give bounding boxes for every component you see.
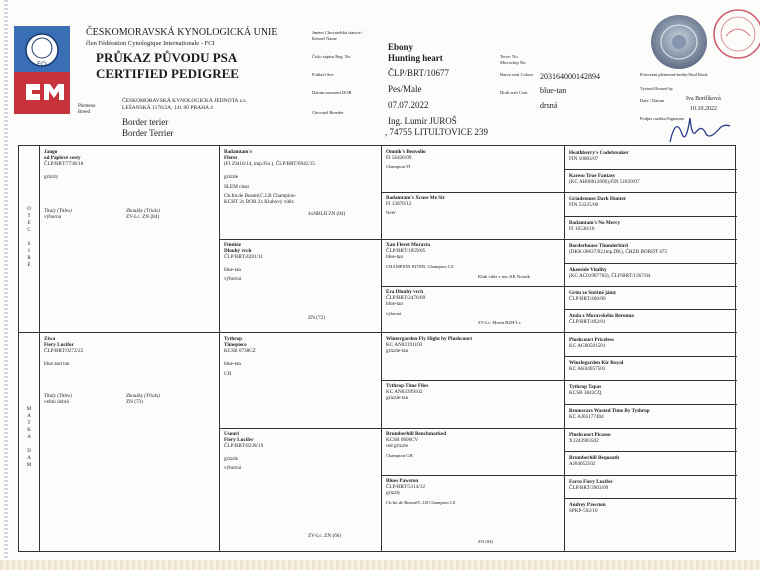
gen4-ancestor: [565, 498, 737, 551]
ancestor-name: Winzlegarden Kir Royal: [569, 360, 624, 366]
ancestor-reg: FIN 53225/06: [569, 202, 599, 209]
breed-label: Plemeno Breed: [78, 104, 96, 115]
ancestor-trials: ZV-Lc. ZN (66): [308, 532, 342, 539]
gen3-ancestor: [382, 333, 564, 380]
gen4-ancestor: [565, 263, 737, 286]
dam-side-letter: A: [27, 435, 31, 440]
breeder-label: Chovatel Breeder: [312, 110, 344, 115]
ancestor-color: grizzle-tan: [386, 348, 409, 355]
ancestor-reg: ČLP/BRT/3903/09: [569, 485, 609, 492]
ancestor-name: Badamtam's: [224, 149, 252, 155]
ancestor-kennel: Fleret: [224, 155, 238, 162]
gen2-ancestor: [220, 428, 381, 551]
gen4-ancestor: [565, 475, 737, 498]
chip-number: 203164000142894: [540, 72, 600, 81]
sire-side-letter: E: [27, 221, 31, 226]
gen3-ancestor: [382, 286, 564, 332]
ancestor-trials: ZN (72): [308, 314, 325, 321]
sire-side-letter: R: [27, 256, 31, 261]
ancestor-kennel: Fiery Lucifer: [224, 437, 254, 444]
gen4-ancestor: [565, 309, 737, 332]
ancestor-titles: výborná: [224, 464, 241, 471]
gen1-sire-trials: ZV-Lc. ZN (84): [126, 214, 160, 220]
gen1-dam-color: blue and tan: [44, 360, 70, 367]
ancestor-reg: FIN 10683/07: [569, 156, 599, 163]
org-member: člen Fédération Cynologique Internationale - FCI: [86, 40, 215, 47]
gen1-dam-name: Ziwa: [44, 336, 56, 342]
ancestor-extra: CH: [224, 370, 232, 377]
issue-date: 10.10.2022: [690, 106, 717, 112]
gen1-sire-trials-label: Zkoušky (Trials): [126, 208, 160, 214]
gen1-sire-name: Jango: [44, 149, 58, 155]
ancestor-reg: ČLP/BRT/4281/11: [224, 254, 263, 261]
gen4-ancestor: [565, 192, 737, 216]
dog-name-line2: Hunting heart: [388, 53, 443, 63]
gen4-ancestor: [565, 169, 737, 192]
ancestor-reg: ČLP/BRT/492/01: [569, 319, 606, 326]
ancestor-reg: (KC AH00812606),FIN 51839/07: [569, 179, 640, 186]
ancestor-note: výborná: [386, 310, 402, 316]
sire-side-letter: O: [27, 207, 31, 212]
ancestor-note: Ch.Int.de Beauté/C.I.B Champion CZ: [386, 499, 456, 505]
ancestor-note: CHAMPION INTER. Champion CZ: [386, 263, 454, 269]
dob-label: Datum narození DOB: [312, 90, 352, 95]
gen2-ancestor: [220, 239, 381, 333]
ancestor-name: Era Dlouhý vrch: [386, 289, 424, 295]
gen4-ancestor: [565, 451, 737, 474]
ancestor-name: Plushcourt Priceless: [569, 337, 614, 343]
ancestor-reg: ČLP/BRT/5114/12: [386, 484, 425, 491]
ancestor-titles: výborná: [224, 275, 241, 282]
dog-sex: Pes/Male: [388, 84, 422, 94]
signature-icon: [664, 112, 734, 146]
gen4-ancestor: [565, 380, 737, 404]
sire-side-letter: S: [27, 242, 31, 247]
ancestor-color: grizzle: [224, 455, 239, 462]
gen4-ancestor: [565, 356, 737, 380]
gen3-ancestor: [382, 428, 564, 475]
ancestor-name: Heathberry's Codebreaker: [569, 150, 629, 156]
ancestor-name: Tythrop: [224, 336, 242, 342]
dam-side-letter: T: [27, 421, 31, 426]
ancestor-reg: KCSB 3842CQ: [569, 390, 602, 397]
issued-by-label: Vystavil/Issued by: [640, 86, 674, 91]
ancestor-trials: Klub vítěz v ner./SK Norník: [478, 273, 530, 279]
gen1-sire-reg: ČLP/BRT/7738/18: [44, 161, 84, 168]
ancestor-trials: 4xNBLII ZN (84): [308, 210, 346, 217]
gen1-sire: [40, 146, 219, 332]
ancestor-note: Champion FI: [386, 164, 411, 170]
ancestor-trials: ZN (84): [478, 538, 493, 544]
ancestor-name: Tythrop Tapas: [569, 384, 602, 390]
ancestor-reg: KC AN03191103: [386, 342, 423, 349]
pedigree-grid: [18, 145, 736, 552]
breed-cz: Border terier: [122, 117, 169, 127]
gen1-dam: [40, 333, 219, 551]
ancestor-name: Onmik's Benvolio: [386, 149, 426, 155]
dog-dob: 07.07.2022: [388, 100, 429, 110]
dog-colour: blue-tan: [540, 86, 567, 95]
gen2-ancestor: [220, 333, 381, 428]
ancestor-reg: ČLP/BRT/2476/09: [386, 295, 426, 302]
ancestor-trials: ZV-Lc. Mezin.BZH-Lc: [478, 319, 521, 325]
sire-side-letter: T: [27, 214, 31, 219]
gen1-sire-titles-label: Tituly (Titles): [44, 208, 72, 214]
gen3-ancestor: [382, 192, 564, 239]
breeder-name: Ing. Lumír JUROŠ: [388, 116, 457, 126]
sire-side-letter: E: [27, 263, 31, 268]
ancestor-name: Anda z Moravského Berouna: [569, 313, 634, 319]
ancestor-name: Badamtam's Xcuse Me Sir: [386, 195, 445, 201]
ancestor-name: Badamtam's No Mercy: [569, 220, 621, 226]
chip-label: Tetov. No. Microchip No.: [500, 54, 527, 65]
ancestor-note: Champion GB: [386, 452, 413, 458]
gen4-ancestor: [565, 404, 737, 428]
ancestor-name: Plushcourt Picasso: [569, 432, 611, 438]
dog-name-line1: Ebony: [388, 42, 414, 52]
ancestor-name: Akeeside Vitality: [569, 267, 607, 273]
ancestor-note: NeW: [386, 210, 396, 216]
ancestor-name: Wintergarden Fly Hight by Plushcourt: [386, 336, 473, 342]
gen4-ancestor: [565, 146, 737, 169]
dam-side-label: [25, 406, 33, 469]
coat-label: Druh srsti Coat: [500, 90, 528, 95]
ancestor-name: Brumberhill Bequeath: [569, 455, 620, 461]
ancestor-color: blue-tan: [386, 301, 403, 308]
dam-side-letter: [25, 441, 33, 448]
ancestor-color: blue-tan: [224, 266, 241, 273]
ancestor-kennel: Dlouhý vrch: [224, 248, 252, 255]
sex-label: Pohlaví Sex: [312, 72, 334, 77]
dam-side-letter: M: [26, 407, 32, 412]
ancestor-name: Grim ze Sněžné jámy: [569, 290, 617, 296]
ancestor-name: Finnkie: [224, 242, 242, 248]
fci-cmku-logo: [14, 26, 70, 114]
gen1-dam-kennel: Fiery Lucifor: [44, 342, 74, 349]
gen4-ancestor: [565, 239, 737, 263]
issuer-name: ČESKOMORAVSKÁ KYNOLOGICKÁ JEDNOTA z.s.: [122, 98, 247, 104]
issued-by-name: Iva Bortlíková: [686, 96, 721, 102]
ancestor-color: grizzly: [386, 490, 401, 497]
ancestor-name: Borderhouse Thunderbird: [569, 243, 628, 249]
sire-side-letter: [25, 234, 33, 241]
ancestor-reg: (DKK 00637/02,imp.DK), ČHZB BORDT 475: [569, 249, 668, 256]
gen1-dam-titles: velmi dobrá: [44, 399, 69, 405]
ancestor-reg: KC AN03399102: [386, 389, 423, 396]
gen1-sire-kennel: od Paplové cesty: [44, 155, 81, 162]
ancestor-name: Bromscars Wasted Time By Tythrop: [569, 408, 650, 414]
ancestor-name: Xan Fleret Moravia: [386, 242, 430, 248]
left-decorative-border: [4, 0, 8, 570]
ancestor-reg: (KC AC01907702), ČLP/BRT/1367/04: [569, 273, 651, 280]
hologram-seal-icon: [650, 14, 708, 70]
breeder-address: , 74755 LITULTOVICE 239: [385, 127, 488, 137]
breed-en: Border Terrier: [122, 128, 174, 138]
ancestor-name: Usouri: [224, 431, 239, 437]
ancestor-color: grizzle: [224, 173, 239, 180]
dog-reg-no: ČLP/BRT/10677: [388, 68, 449, 78]
gen4-ancestor: [565, 216, 737, 239]
sire-side-label: [25, 206, 33, 269]
gen1-dam-titles-label: Tituly (Titles): [44, 393, 72, 399]
dam-side-letter: D: [27, 449, 31, 454]
gen1-dam-reg: ČLP/BRT/9272/22: [44, 348, 84, 355]
colour-label: Barva srsti Colour: [500, 72, 533, 77]
ancestor-reg: FI 16530/10: [569, 226, 595, 233]
sire-side-letter: C: [27, 228, 31, 233]
ancestor-reg: ČLP/BRT/460/00: [569, 296, 606, 303]
ancestor-reg: ČLP/BRT/1859/05: [386, 248, 426, 255]
ancestor-reg: KCSB 0738CZ: [224, 348, 256, 355]
dam-side-letter: M: [26, 463, 32, 468]
ancestor-name: Audrey Pawston: [569, 502, 606, 508]
dog-coat: drsná: [540, 101, 558, 110]
dam-side-letter: A: [27, 414, 31, 419]
gen1-dam-trials: ZN (73): [126, 399, 143, 405]
title-cz: PRŮKAZ PŮVODU PSA: [96, 50, 238, 65]
issuer-address: LEŠANSKÁ 1176/2A, 141 00 PRAHA 4: [122, 105, 213, 111]
ancestor-reg: FI 13870/12: [386, 201, 412, 208]
studbook-label: Potvrzení plemenné knihy/Stud Book: [640, 72, 708, 77]
ancestor-titles: Ch.Int.de Beauté,C.I.B Champion-KCHT 2x BOB 2x Klubový vítěz: [224, 193, 297, 206]
reg-label: Číslo zápisu Reg. No.: [312, 54, 352, 59]
gen2-ancestor: [220, 146, 381, 239]
ancestor-name: Tythrop Time Flies: [386, 383, 429, 389]
ancestor-extra: SLEM clear: [224, 183, 250, 190]
ancestor-reg: KC AK04057503: [569, 366, 606, 373]
signature-label: Podpis razítko/Signature: [640, 116, 685, 121]
bottom-decorative-border: [0, 560, 760, 570]
gen1-sire-titles: výborná: [44, 214, 61, 220]
gen3-ancestor: [382, 239, 564, 286]
gen4-ancestor: [565, 333, 737, 356]
gen3-ancestor: [382, 380, 564, 428]
ancestor-color: blue-tan: [386, 254, 403, 261]
ancestor-kennel: Timepiece: [224, 342, 247, 349]
ancestor-reg: AJ04052502: [569, 461, 596, 468]
svg-text:FCI: FCI: [37, 62, 47, 68]
title-en: CERTIFIED PEDIGREE: [96, 66, 239, 81]
ancestor-reg: KC AJ05177404: [569, 414, 604, 421]
ancestor-reg: SPKP-592/10: [569, 508, 598, 515]
ancestor-name: Farro Fiery Lucifer: [569, 479, 613, 485]
dam-side-letter: K: [27, 428, 31, 433]
gen3-ancestor: [382, 146, 564, 192]
dam-side-letter: A: [27, 456, 31, 461]
ancestor-color: red grizzle: [386, 443, 409, 450]
gen1-sire-color: grizzly: [44, 173, 59, 180]
ancestor-name: Brumberhill Benchmarked: [386, 431, 447, 437]
gen4-ancestor: [565, 286, 737, 309]
red-stamp-icon: [708, 6, 760, 64]
ancestor-name: Blues Pawston: [386, 478, 419, 484]
ancestor-reg: (FI 29416/14, imp.Fin.), ČLP/BRT/6942/15: [224, 161, 315, 168]
ancestor-reg: X1243903502: [569, 438, 599, 445]
ancestor-reg: FI 56426/09: [386, 155, 412, 162]
org-name: ČESKOMORAVSKÁ KYNOLOGICKÁ UNIE: [86, 27, 278, 38]
ancestor-name: Griadstones Dark Hunter: [569, 196, 627, 202]
gen1-dam-trials-label: Zkoušky (Trials): [126, 393, 160, 399]
name-label: Jméno Chovatelská stanice / Kennel Name: [312, 30, 364, 41]
date-label: Date / Datum: [640, 98, 665, 103]
ancestor-reg: KCSB 0606CV: [386, 437, 419, 444]
ancestor-name: Kareso True Fantasy: [569, 173, 616, 179]
sire-side-letter: I: [28, 249, 30, 254]
ancestor-reg: KC AG00501501: [569, 343, 606, 350]
ancestor-color: blue-tan: [224, 360, 241, 367]
ancestor-reg: ČLP/BRT/8238/19: [224, 443, 264, 450]
gen4-ancestor: [565, 428, 737, 451]
gen3-ancestor: [382, 475, 564, 551]
ancestor-color: grizzle-tan: [386, 395, 409, 402]
